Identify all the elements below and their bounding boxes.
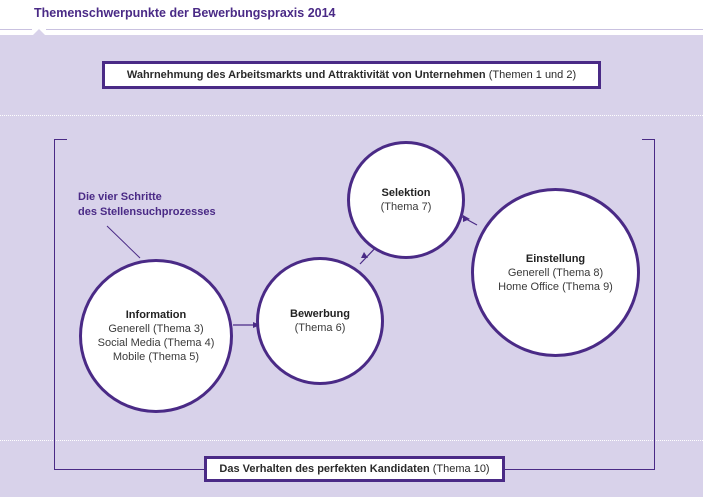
step-information-line3: Mobile (Thema 5) bbox=[112, 351, 200, 363]
step-bewerbung-title: Bewerbung bbox=[290, 308, 350, 320]
arrowhead-selektion bbox=[361, 252, 368, 258]
candidate-behavior-box bbox=[204, 456, 505, 482]
candidate-behavior-topic: (Thema 10) bbox=[429, 463, 490, 475]
step-einstellung-title: Einstellung bbox=[525, 252, 586, 265]
step-selektion bbox=[347, 141, 465, 259]
steps-callout-line2: des Stellensuchprozesses bbox=[78, 206, 216, 218]
step-information-line2: Social Media (Thema 4) bbox=[97, 337, 215, 349]
steps-callout bbox=[78, 190, 216, 220]
market-perception-title: Wahrnehmung des Arbeitsmarkts und Attraktivität von Unternehmen bbox=[126, 69, 486, 81]
step-information-title: Information bbox=[125, 309, 187, 321]
step-selektion-title: Selektion bbox=[381, 187, 431, 199]
step-information bbox=[79, 259, 233, 413]
step-information-line1: Generell (Thema 3) bbox=[108, 323, 204, 335]
market-perception-topics: (Themen 1 und 2) bbox=[485, 69, 577, 81]
steps-callout-line1: Die vier Schritte bbox=[78, 191, 162, 203]
step-einstellung bbox=[471, 188, 640, 357]
candidate-behavior-title: Das Verhalten des perfekten Kandidaten bbox=[219, 463, 430, 475]
step-bewerbung bbox=[256, 257, 384, 385]
step-einstellung-line2: Home Office (Thema 9) bbox=[498, 280, 613, 293]
callout-line bbox=[107, 226, 140, 258]
step-einstellung-line1: Generell (Thema 8) bbox=[507, 266, 604, 279]
step-selektion-line1: (Thema 7) bbox=[380, 201, 432, 213]
page-title: Themenschwerpunkte der Bewerbungspraxis 2014 bbox=[34, 6, 336, 20]
step-bewerbung-line1: (Thema 6) bbox=[294, 322, 346, 334]
